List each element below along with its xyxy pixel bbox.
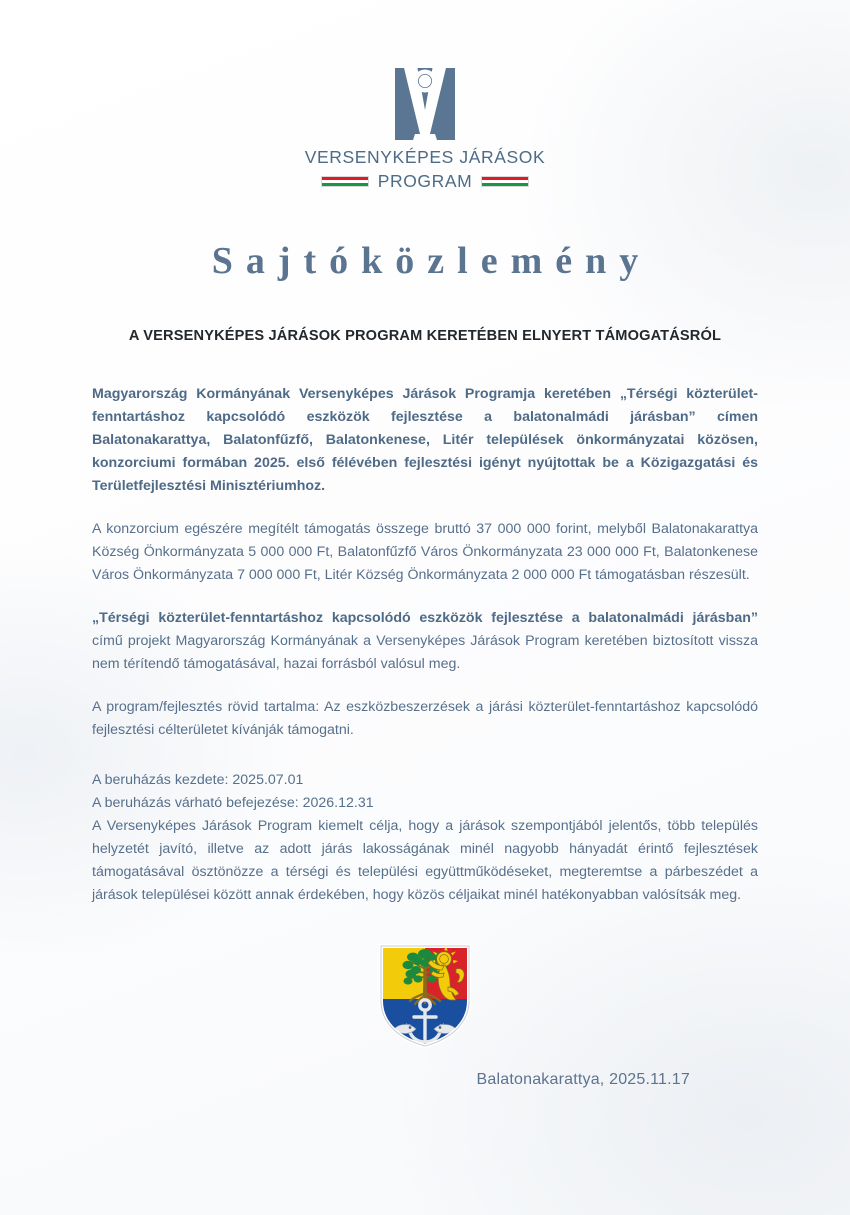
paragraph-funding: A konzorcium egészére megítélt támogatás összege bruttó 37 000 000 forint, melyből Balatonakarattya Község Önkormányzata 5 000 000 Ft, Balatonfűzfő Város Önkormányzata 23 000 000 Ft, Balatonkenese Város Önkormányzata 7 000 000 Ft, Litér Község Önkormányzata 2 000 000 Ft támogatásban részesült. [92,521,758,583]
paragraph-program-content: A program/fejlesztés rövid tartalma: Az eszközbeszerzések a járási közterület-fenntartáshoz kapcsolódó fejlesztési célterületet kívánják támogatni. [92,699,758,738]
program-logo [92,0,758,190]
logo-line-1: VERSENYKÉPES JÁRÁSOK [304,147,546,167]
logo-line-2 [321,170,530,191]
hungarian-flag-bar-right-icon [481,176,529,187]
hungarian-flag-bar-left-icon [321,176,369,187]
paragraph-program-goal: A Versenyképes Járások Program kiemelt célja, hogy a járások szempontjából jelentős, több település helyzetét javító, illetve az adott járás lakosságának minél nagyobb hányadát érintő fejlesztések támogatásával ösztönözze a térségi és települési együttműködéseket, megteremtse a párbeszédet a járások települései között annak érdekében, hogy közös céljaikat minél hatékonyabban valósítsák meg. [92,818,758,903]
logo-wordmark [305,149,546,190]
project-description-rest: című projekt Magyarország Kormányának a Versenyképes Járások Program keretében biztosított vissza nem térítendő támogatásával, hazai forrásból valósul meg. [92,633,758,672]
investment-dates [92,769,758,815]
investment-start-date: A beruházás kezdete: 2025.07.01 [92,772,304,788]
map-pin-in-shield-icon [387,62,463,140]
investment-end-date: A beruházás várható befejezése: 2026.12.31 [92,795,374,811]
paragraph-project [92,607,758,676]
project-title-emphasis: „Térségi közterület-fenntartáshoz kapcsolódó eszközök fejlesztése a balatonalmádi járásban” [92,610,758,626]
coat-of-arms-container [92,943,758,1049]
place-and-date: Balatonakarattya, 2025.11.17 [476,1071,690,1088]
paragraph-intro [92,383,758,498]
paragraph-intro-text: Magyarország Kormányának Versenyképes Járások Programja keretében „Térségi közterület-fenntartáshoz kapcsolódó eszközök fejlesztése a balatonalmádi járásban” címen Balatonakarattya, Balatonfűzfő, Balatonkenese, Litér települések önkormányzatai közösen, konzorciumi formában 2025. első félévében fejlesztési igényt nyújtottak be a Közigazgatási és Területfejlesztési Minisztériumhoz. [92,386,758,494]
balatonakarattya-coat-of-arms-icon [378,943,472,1049]
page-subtitle: A VERSENYKÉPES JÁRÁSOK PROGRAM KERETÉBEN ELNYERT TÁMOGATÁSRÓL [128,328,722,344]
page-title: Sajtóközlemény [211,240,652,282]
document-body [92,383,758,907]
logo-program-word: PROGRAM [377,170,473,191]
